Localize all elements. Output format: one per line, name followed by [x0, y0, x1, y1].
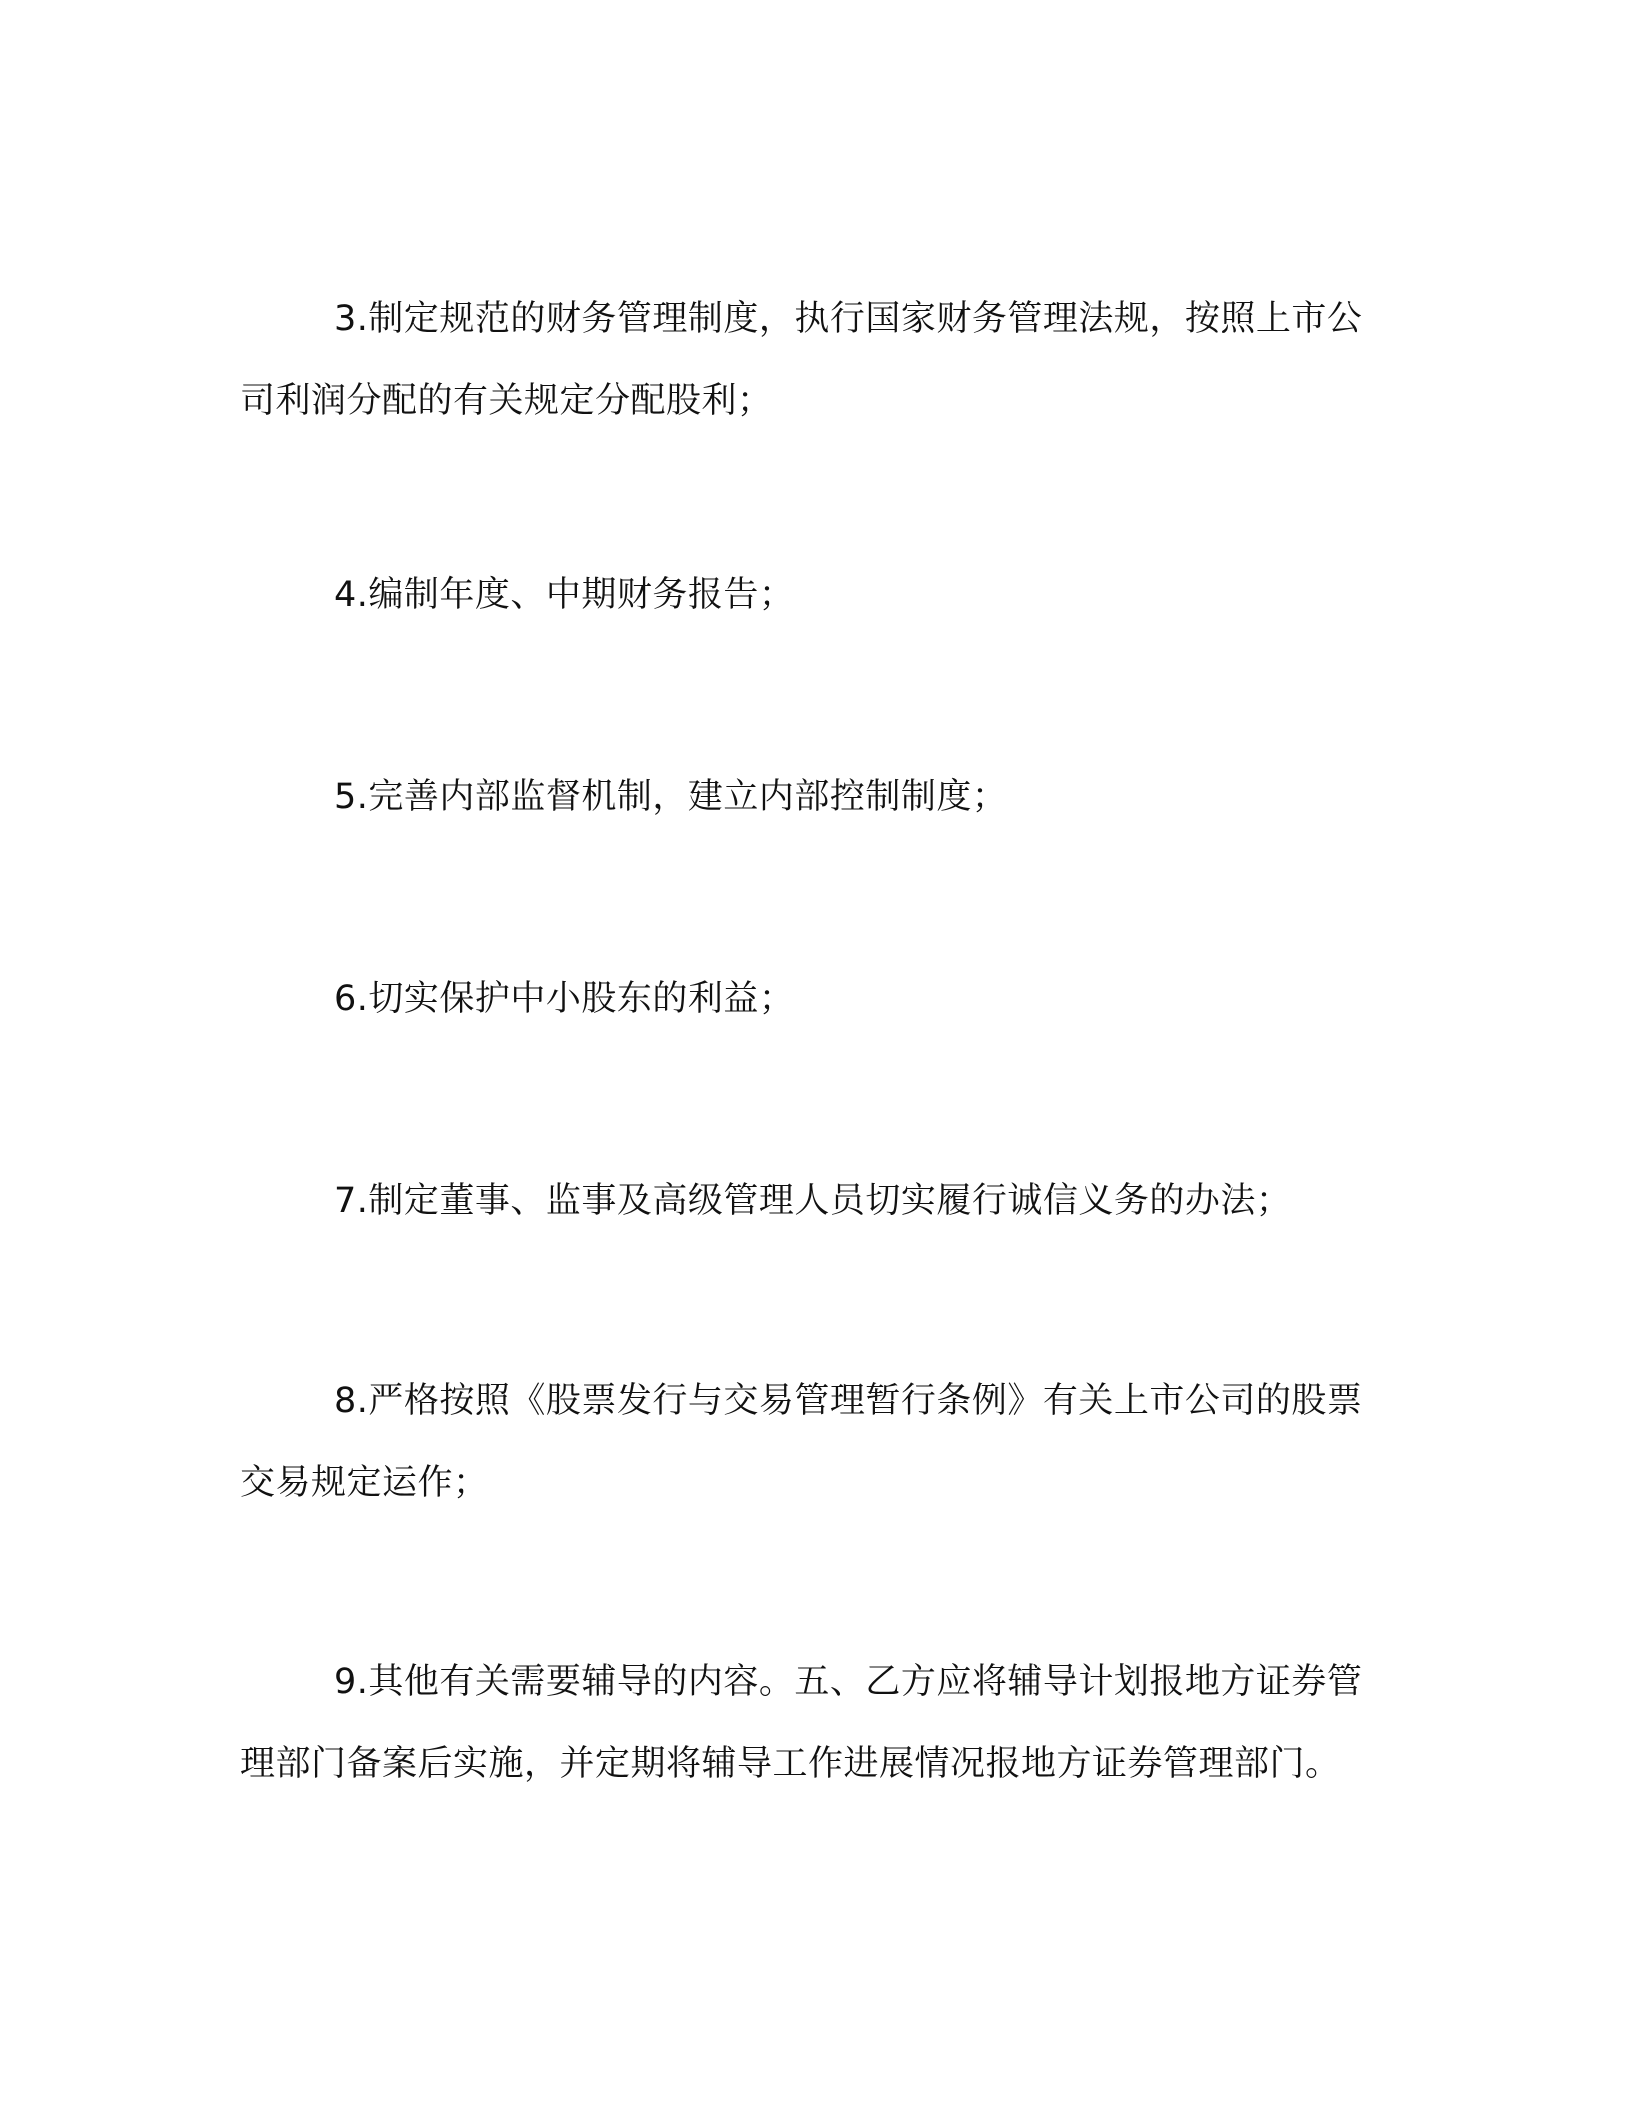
- paragraph-item-9: 9.其他有关需要辅导的内容。五、乙方应将辅导计划报地方证券管理部门备案后实施，并定期将辅导工作进展情况报地方证券管理部门。: [240, 1662, 1363, 1784]
- paragraph-item-4: 4.编制年度、中期财务报告；: [334, 575, 795, 615]
- paragraph-item-8: 8.严格按照《股票发行与交易管理暂行条例》有关上市公司的股票交易规定运作；: [240, 1381, 1363, 1503]
- paragraph-item-5: 5.完善内部监督机制，建立内部控制制度；: [334, 777, 1008, 817]
- paragraph-item-3: 3.制定规范的财务管理制度，执行国家财务管理法规，按照上市公司利润分配的有关规定分配股利；: [240, 299, 1363, 421]
- paragraph-item-7: 7.制定董事、监事及高级管理人员切实履行诚信义务的办法；: [334, 1181, 1292, 1221]
- paragraph-item-6: 6.切实保护中小股东的利益；: [334, 979, 795, 1019]
